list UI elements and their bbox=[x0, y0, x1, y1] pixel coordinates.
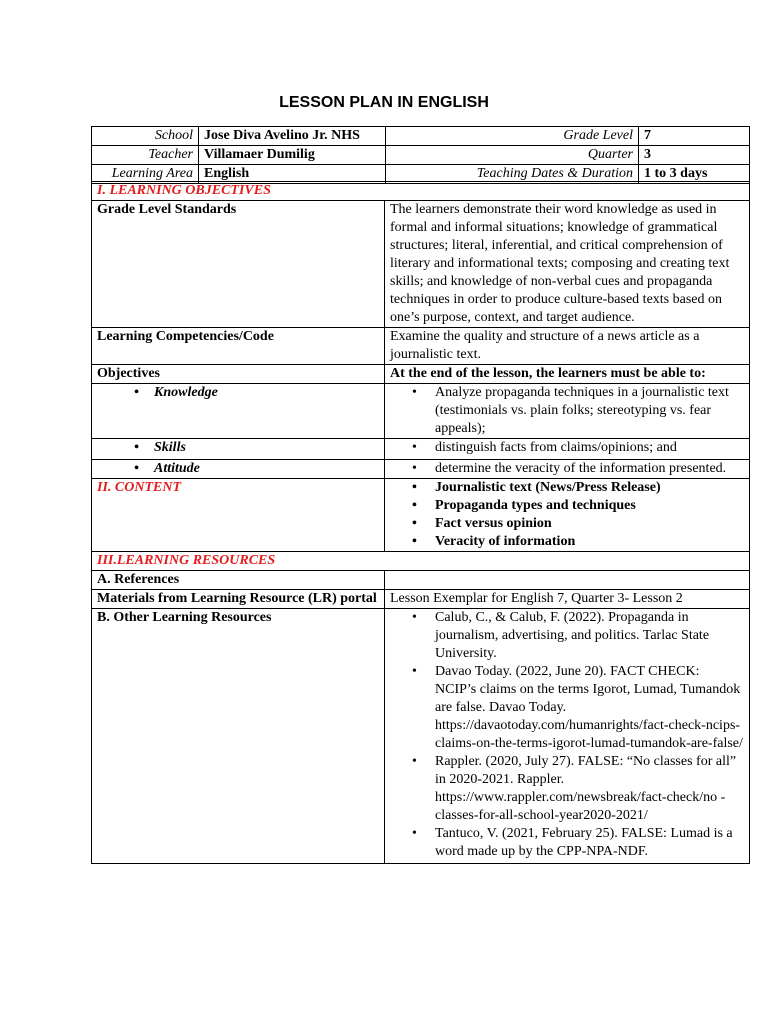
table-row bbox=[92, 328, 750, 365]
table-row bbox=[92, 460, 750, 479]
grade-level-label: Grade Level bbox=[386, 127, 639, 146]
list-item: • Journalistic text (News/Press Release) bbox=[390, 479, 744, 497]
lr-portal-text: Lesson Exemplar for English 7, Quarter 3- Lesson 2 bbox=[385, 590, 750, 609]
grade-level-standards-label: Grade Level Standards bbox=[92, 201, 385, 328]
learning-competencies-text: Examine the quality and structure of a news article as a journalistic text. bbox=[385, 328, 750, 365]
table-row bbox=[92, 479, 750, 552]
lesson-plan-table bbox=[91, 181, 750, 864]
table-row bbox=[92, 365, 750, 384]
objectives-label: Objectives bbox=[92, 365, 385, 384]
school-label: School bbox=[92, 127, 199, 146]
list-item: • Davao Today. (2022, June 20). FACT CHECK: NCIP’s claims on the terms Igorot, Lumad, Tumandok are false. Davao Today. https://davaotoday.com/humanrights/fact-check-ncips-claims-on-the-terms-igorot-lumad-tumandok-are-false/ bbox=[390, 663, 744, 753]
skills-label: • Skills bbox=[97, 439, 379, 457]
header-row-school bbox=[92, 127, 750, 146]
teaching-dates-value: 1 to 3 days bbox=[639, 165, 750, 184]
table-row bbox=[92, 590, 750, 609]
list-item: • Calub, C., & Calub, F. (2022). Propaganda in journalism, advertising, and politics. Tarlac State University. bbox=[390, 609, 744, 663]
learning-area-value: English bbox=[199, 165, 386, 184]
list-item: • Tantuco, V. (2021, February 25). FALSE: Lumad is a word made up by the CPP-NPA-NDF. bbox=[390, 825, 744, 861]
table-row bbox=[92, 609, 750, 864]
section-learning-objectives: I. LEARNING OBJECTIVES bbox=[92, 182, 750, 201]
section-learning-resources: III.LEARNING RESOURCES bbox=[92, 552, 750, 571]
other-resources-label: B. Other Learning Resources bbox=[92, 609, 385, 864]
header-table bbox=[91, 126, 750, 184]
references-value bbox=[385, 571, 750, 590]
grade-level-value: 7 bbox=[639, 127, 750, 146]
list-item: • Rappler. (2020, July 27). FALSE: “No classes for all” in 2020-2021. Rappler. https://www.rappler.com/newsbreak/fact-check/no -classes-for-all-school-year2020-2021/ bbox=[390, 753, 744, 825]
table-row bbox=[92, 384, 750, 439]
references-label: A. References bbox=[92, 571, 385, 590]
lr-portal-label: Materials from Learning Resource (LR) portal bbox=[92, 590, 385, 609]
teacher-value: Villamaer Dumilig bbox=[199, 146, 386, 165]
teaching-dates-label: Teaching Dates & Duration bbox=[386, 165, 639, 184]
table-row bbox=[92, 439, 750, 460]
skills-text: • distinguish facts from claims/opinions; and bbox=[390, 439, 744, 457]
learning-competencies-label: Learning Competencies/Code bbox=[92, 328, 385, 365]
teacher-label: Teacher bbox=[92, 146, 199, 165]
quarter-label: Quarter bbox=[386, 146, 639, 165]
content-list bbox=[390, 479, 744, 551]
objectives-intro: At the end of the lesson, the learners must be able to: bbox=[385, 365, 750, 384]
learning-area-label: Learning Area bbox=[92, 165, 199, 184]
knowledge-text: • Analyze propaganda techniques in a journalistic text (testimonials vs. plain folks; stereotyping vs. fear appeals); bbox=[390, 384, 744, 438]
attitude-text: • determine the veracity of the information presented. bbox=[390, 460, 744, 478]
header-row-teacher bbox=[92, 146, 750, 165]
attitude-label: • Attitude bbox=[97, 460, 379, 478]
table-row bbox=[92, 201, 750, 328]
other-resources-list bbox=[390, 609, 744, 861]
section-content: II. CONTENT bbox=[92, 479, 385, 552]
school-value: Jose Diva Avelino Jr. NHS bbox=[199, 127, 386, 146]
list-item: • Veracity of information bbox=[390, 533, 744, 551]
document-title: LESSON PLAN IN ENGLISH bbox=[279, 94, 489, 111]
table-row bbox=[92, 571, 750, 590]
knowledge-label: • Knowledge bbox=[97, 384, 379, 402]
grade-level-standards-text: The learners demonstrate their word knowledge as used in formal and informal situations; knowledge of grammatical structures; literal, inferential, and critical comprehension of literary and informational texts; composing and creating text skills; and knowledge of non-verbal cues and propaganda techniques in order to produce culture-based texts based on one’s purpose, context, and target audience. bbox=[385, 201, 750, 328]
list-item: • Fact versus opinion bbox=[390, 515, 744, 533]
list-item: • Propaganda types and techniques bbox=[390, 497, 744, 515]
quarter-value: 3 bbox=[639, 146, 750, 165]
